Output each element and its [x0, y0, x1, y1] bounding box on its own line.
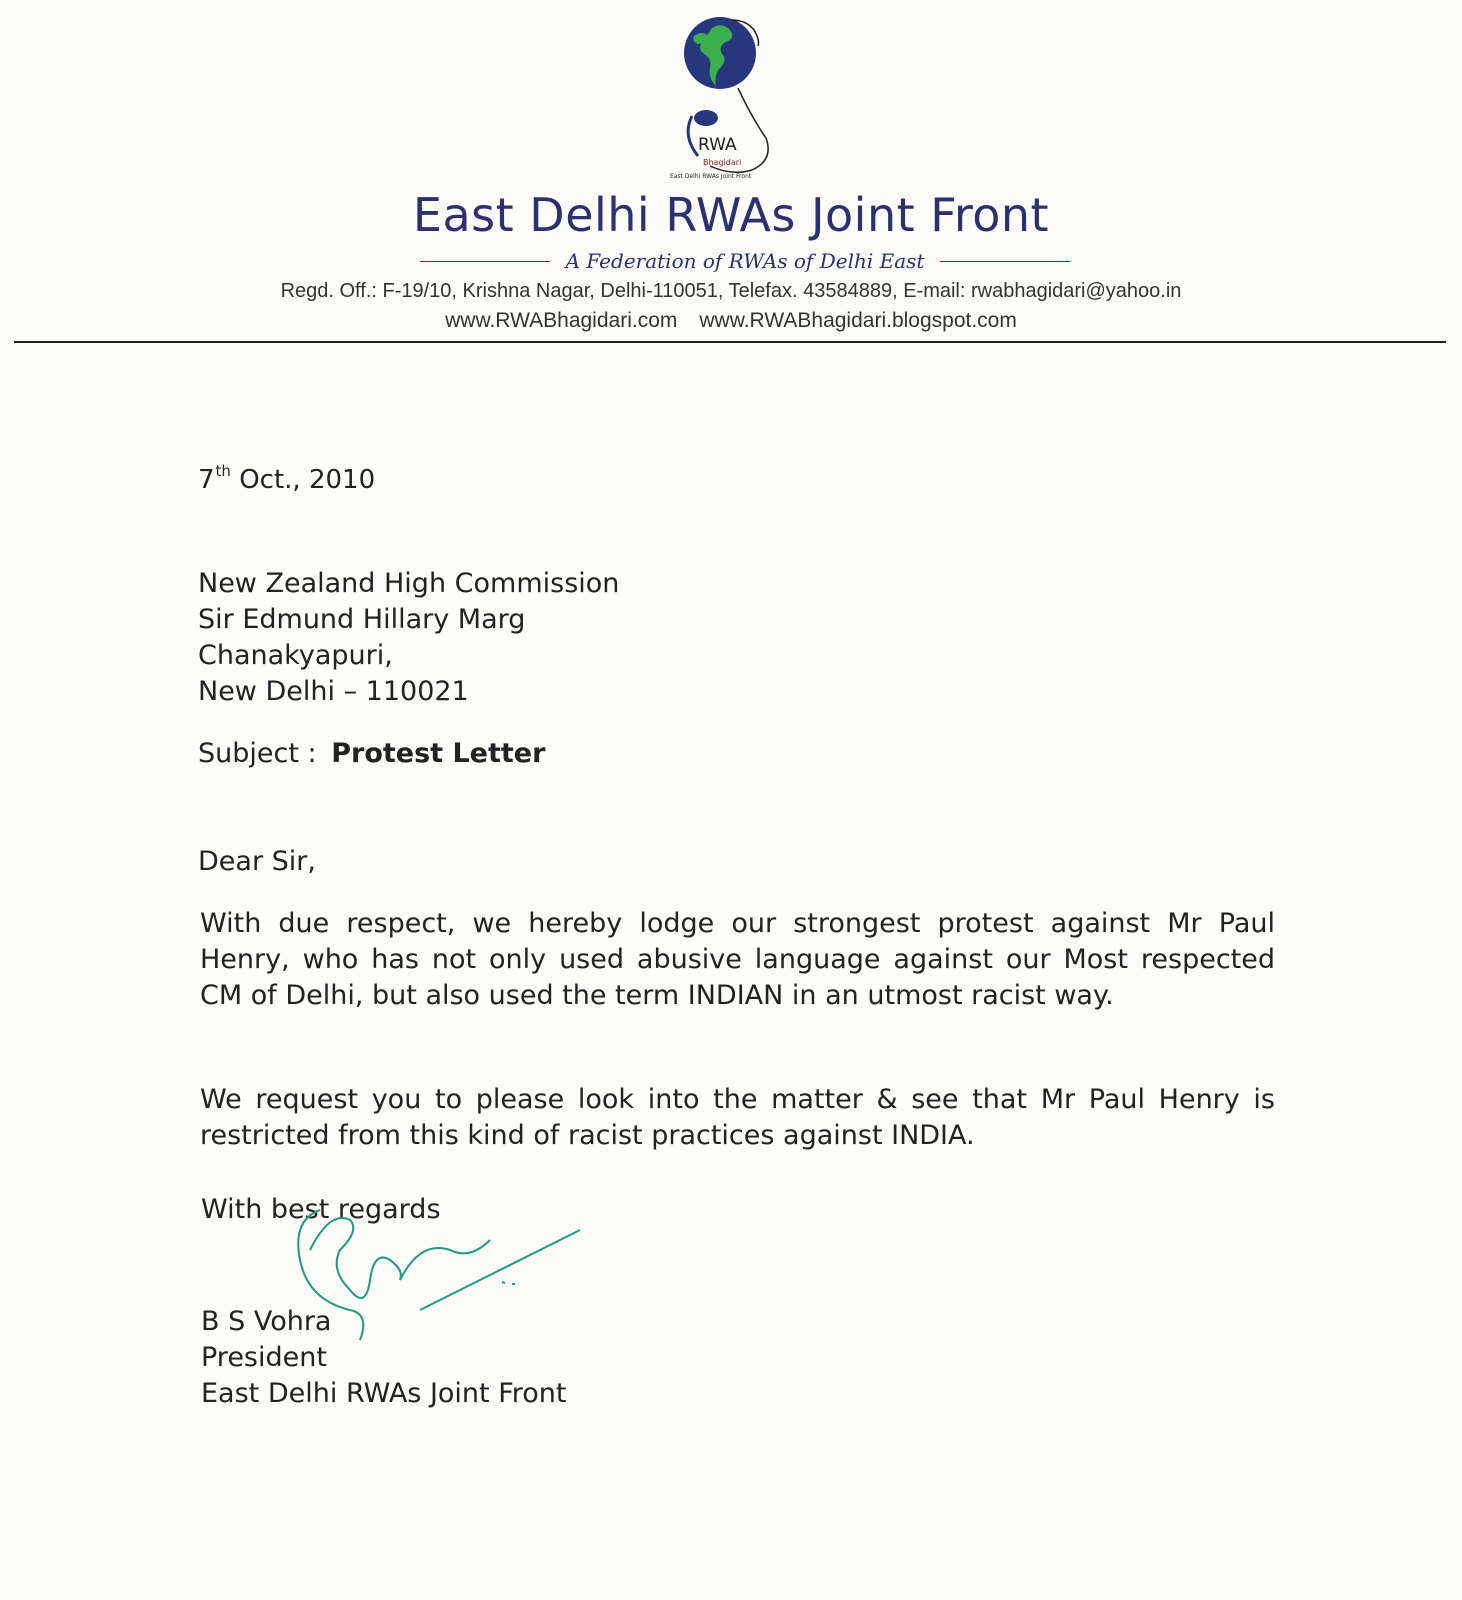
letter-date — [198, 462, 375, 495]
recipient-line: New Delhi – 110021 — [198, 676, 469, 707]
recipient-line: New Zealand High Commission — [198, 568, 620, 599]
recipient-line: Chanakyapuri, — [198, 640, 393, 671]
blog-link[interactable]: www.RWABhagidari.blogspot.com — [699, 309, 1017, 332]
closing: With best regards — [201, 1194, 441, 1225]
recipient-address — [198, 566, 619, 710]
website-link[interactable]: www.RWABhagidari.com — [445, 309, 678, 332]
tagline-rule-left — [420, 261, 550, 262]
tagline-row — [420, 247, 1070, 275]
salutation: Dear Sir, — [198, 846, 316, 877]
subject-text: Protest Letter — [331, 738, 546, 769]
office-address: Regd. Off.: F-19/10, Krishna Nagar, Delhi-110051, Telefax. 43584889, E-mail: rwabhagidari@yahoo.in — [280, 280, 1182, 302]
rwa-logo — [660, 8, 800, 188]
tagline-rule-right — [940, 261, 1070, 262]
subject-label: Subject : — [198, 738, 317, 769]
date-day: 7 — [198, 465, 215, 495]
signer-title: President — [201, 1342, 327, 1373]
tagline: A Federation of RWAs of Delhi East — [565, 249, 925, 273]
signer-name: B S Vohra — [201, 1306, 332, 1337]
logo-subtext: Bhagidari — [703, 158, 742, 167]
logo-caption: East Delhi RWAs Joint Front — [670, 173, 752, 180]
signer-organization: East Delhi RWAs Joint Front — [201, 1378, 567, 1409]
mouse-icon — [694, 110, 718, 126]
body-paragraph-1: With due respect, we hereby lodge our strongest protest against Mr Paul Henry, who has not only used abusive language against our Most respected CM of Delhi, but also used the term INDIAN in an utmost racist way. — [200, 908, 1275, 1011]
subject-line — [198, 738, 545, 769]
organization-title: East Delhi RWAs Joint Front — [412, 188, 1050, 242]
recipient-line: Sir Edmund Hillary Marg — [198, 604, 526, 635]
date-rest: Oct., 2010 — [239, 465, 376, 495]
websites — [0, 309, 1462, 333]
date-suffix: th — [215, 462, 231, 480]
body-paragraph-2: We request you to please look into the matter & see that Mr Paul Henry is restricted from this kind of racist practices against INDIA. — [200, 1084, 1275, 1151]
header-divider — [14, 341, 1446, 343]
signer-block — [201, 1304, 567, 1412]
logo-text: RWA — [698, 135, 737, 155]
